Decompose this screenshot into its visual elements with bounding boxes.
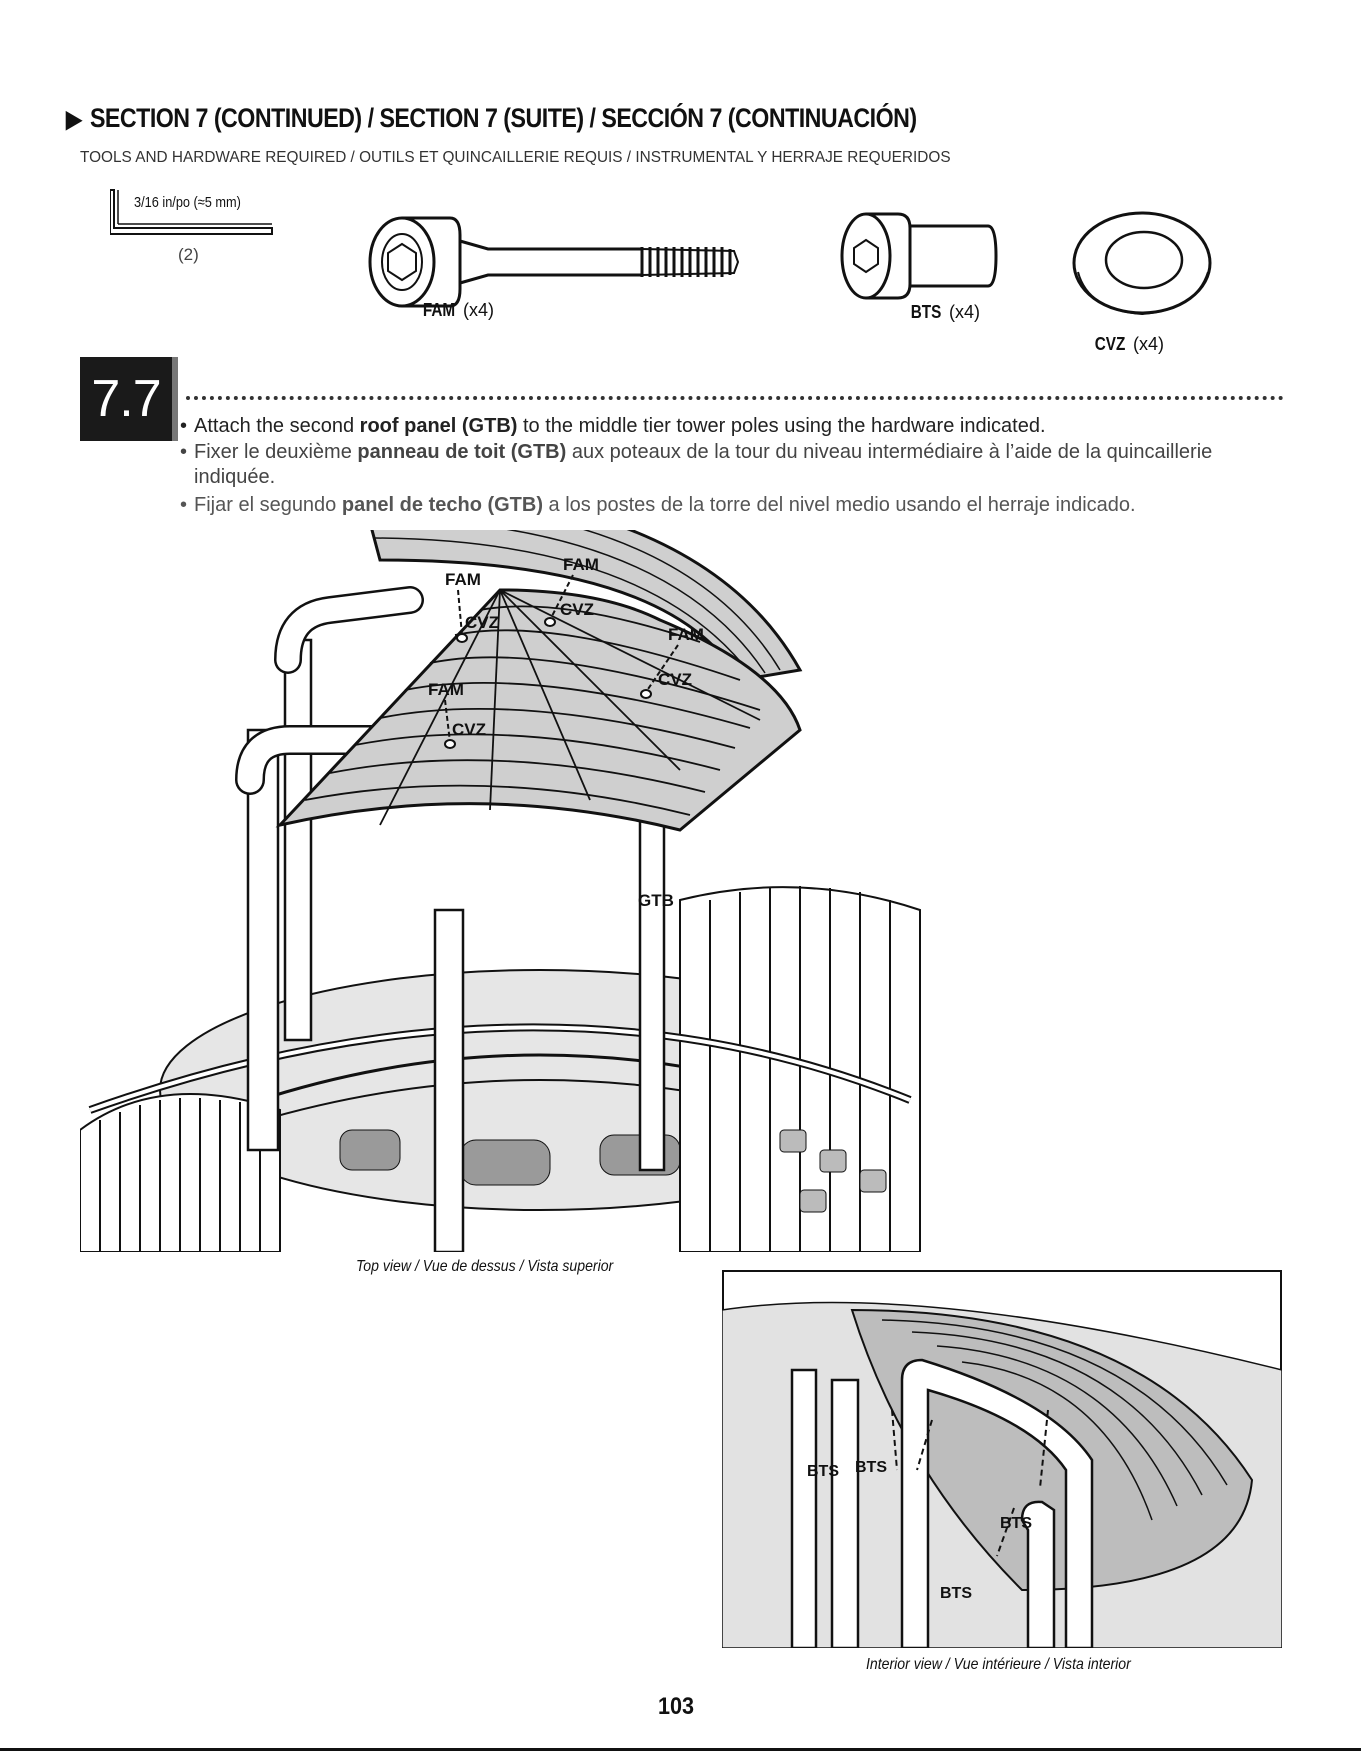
- interior-view-illustration: [722, 1270, 1282, 1648]
- callout-fam-2: FAM: [563, 555, 599, 574]
- section-title: [66, 103, 917, 134]
- cvz-washer-icon: [1068, 210, 1216, 320]
- callout-cvz-1: CVZ: [465, 613, 499, 632]
- top-view-caption: Top view / Vue de dessus / Vista superior: [356, 1258, 614, 1275]
- callout-bts-2: BTS: [855, 1459, 887, 1476]
- wrench-size-label: 3/16 in/po (≈5 mm): [134, 194, 241, 211]
- bts-bolt-icon: [838, 208, 998, 304]
- callout-fam-4: FAM: [428, 680, 464, 699]
- callout-gtb: GTB: [638, 891, 674, 910]
- fam-label: FAM (x4): [422, 300, 495, 320]
- dotted-divider: [186, 396, 1284, 400]
- bts-label: BTS (x4): [910, 302, 981, 322]
- callout-fam-1: FAM: [445, 570, 481, 589]
- interior-view-caption: Interior view / Vue intérieure / Vista interior: [866, 1656, 1131, 1673]
- section-title-text: SECTION 7 (CONTINUED) / SECTION 7 (SUITE) / SECCIÓN 7 (CONTINUACIÓN): [89, 103, 917, 133]
- step-number-badge: 7.7: [80, 357, 172, 441]
- play-arrow-icon: ▶: [66, 106, 82, 133]
- page-number: 103: [658, 1693, 695, 1720]
- fam-bolt-icon: [362, 213, 752, 311]
- callout-bts-3: BTS: [1000, 1515, 1032, 1532]
- instruction-fr: • Fixer le deuxième panneau de toit (GTB) aux poteaux de la tour du niveau intermédiaire à l’aide de la quincaillerie indiquée.: [180, 441, 1213, 488]
- callout-cvz-4: CVZ: [452, 720, 486, 739]
- callout-bts-4: BTS: [940, 1585, 972, 1602]
- wrench-qty-label: (2): [178, 245, 199, 264]
- instruction-en: • Attach the second roof panel (GTB) to the middle tier tower poles using the hardware indicated.: [180, 415, 1046, 437]
- callout-fam-3: FAM: [668, 625, 704, 644]
- instruction-es: • Fijar el segundo panel de techo (GTB) a los postes de la torre del nivel medio usando el herraje indicado.: [180, 494, 1136, 516]
- cvz-label: CVZ (x4): [1094, 334, 1165, 354]
- bottom-rule: [0, 1748, 1361, 1751]
- tools-required-heading: TOOLS AND HARDWARE REQUIRED / OUTILS ET QUINCAILLERIE REQUIS / INSTRUMENTAL Y HERRAJE REQUERIDOS: [80, 149, 951, 166]
- callout-cvz-3: CVZ: [658, 670, 692, 689]
- callout-cvz-2: CVZ: [560, 600, 594, 619]
- callout-bts-1: BTS: [807, 1463, 839, 1480]
- top-view-illustration: [80, 530, 1040, 1252]
